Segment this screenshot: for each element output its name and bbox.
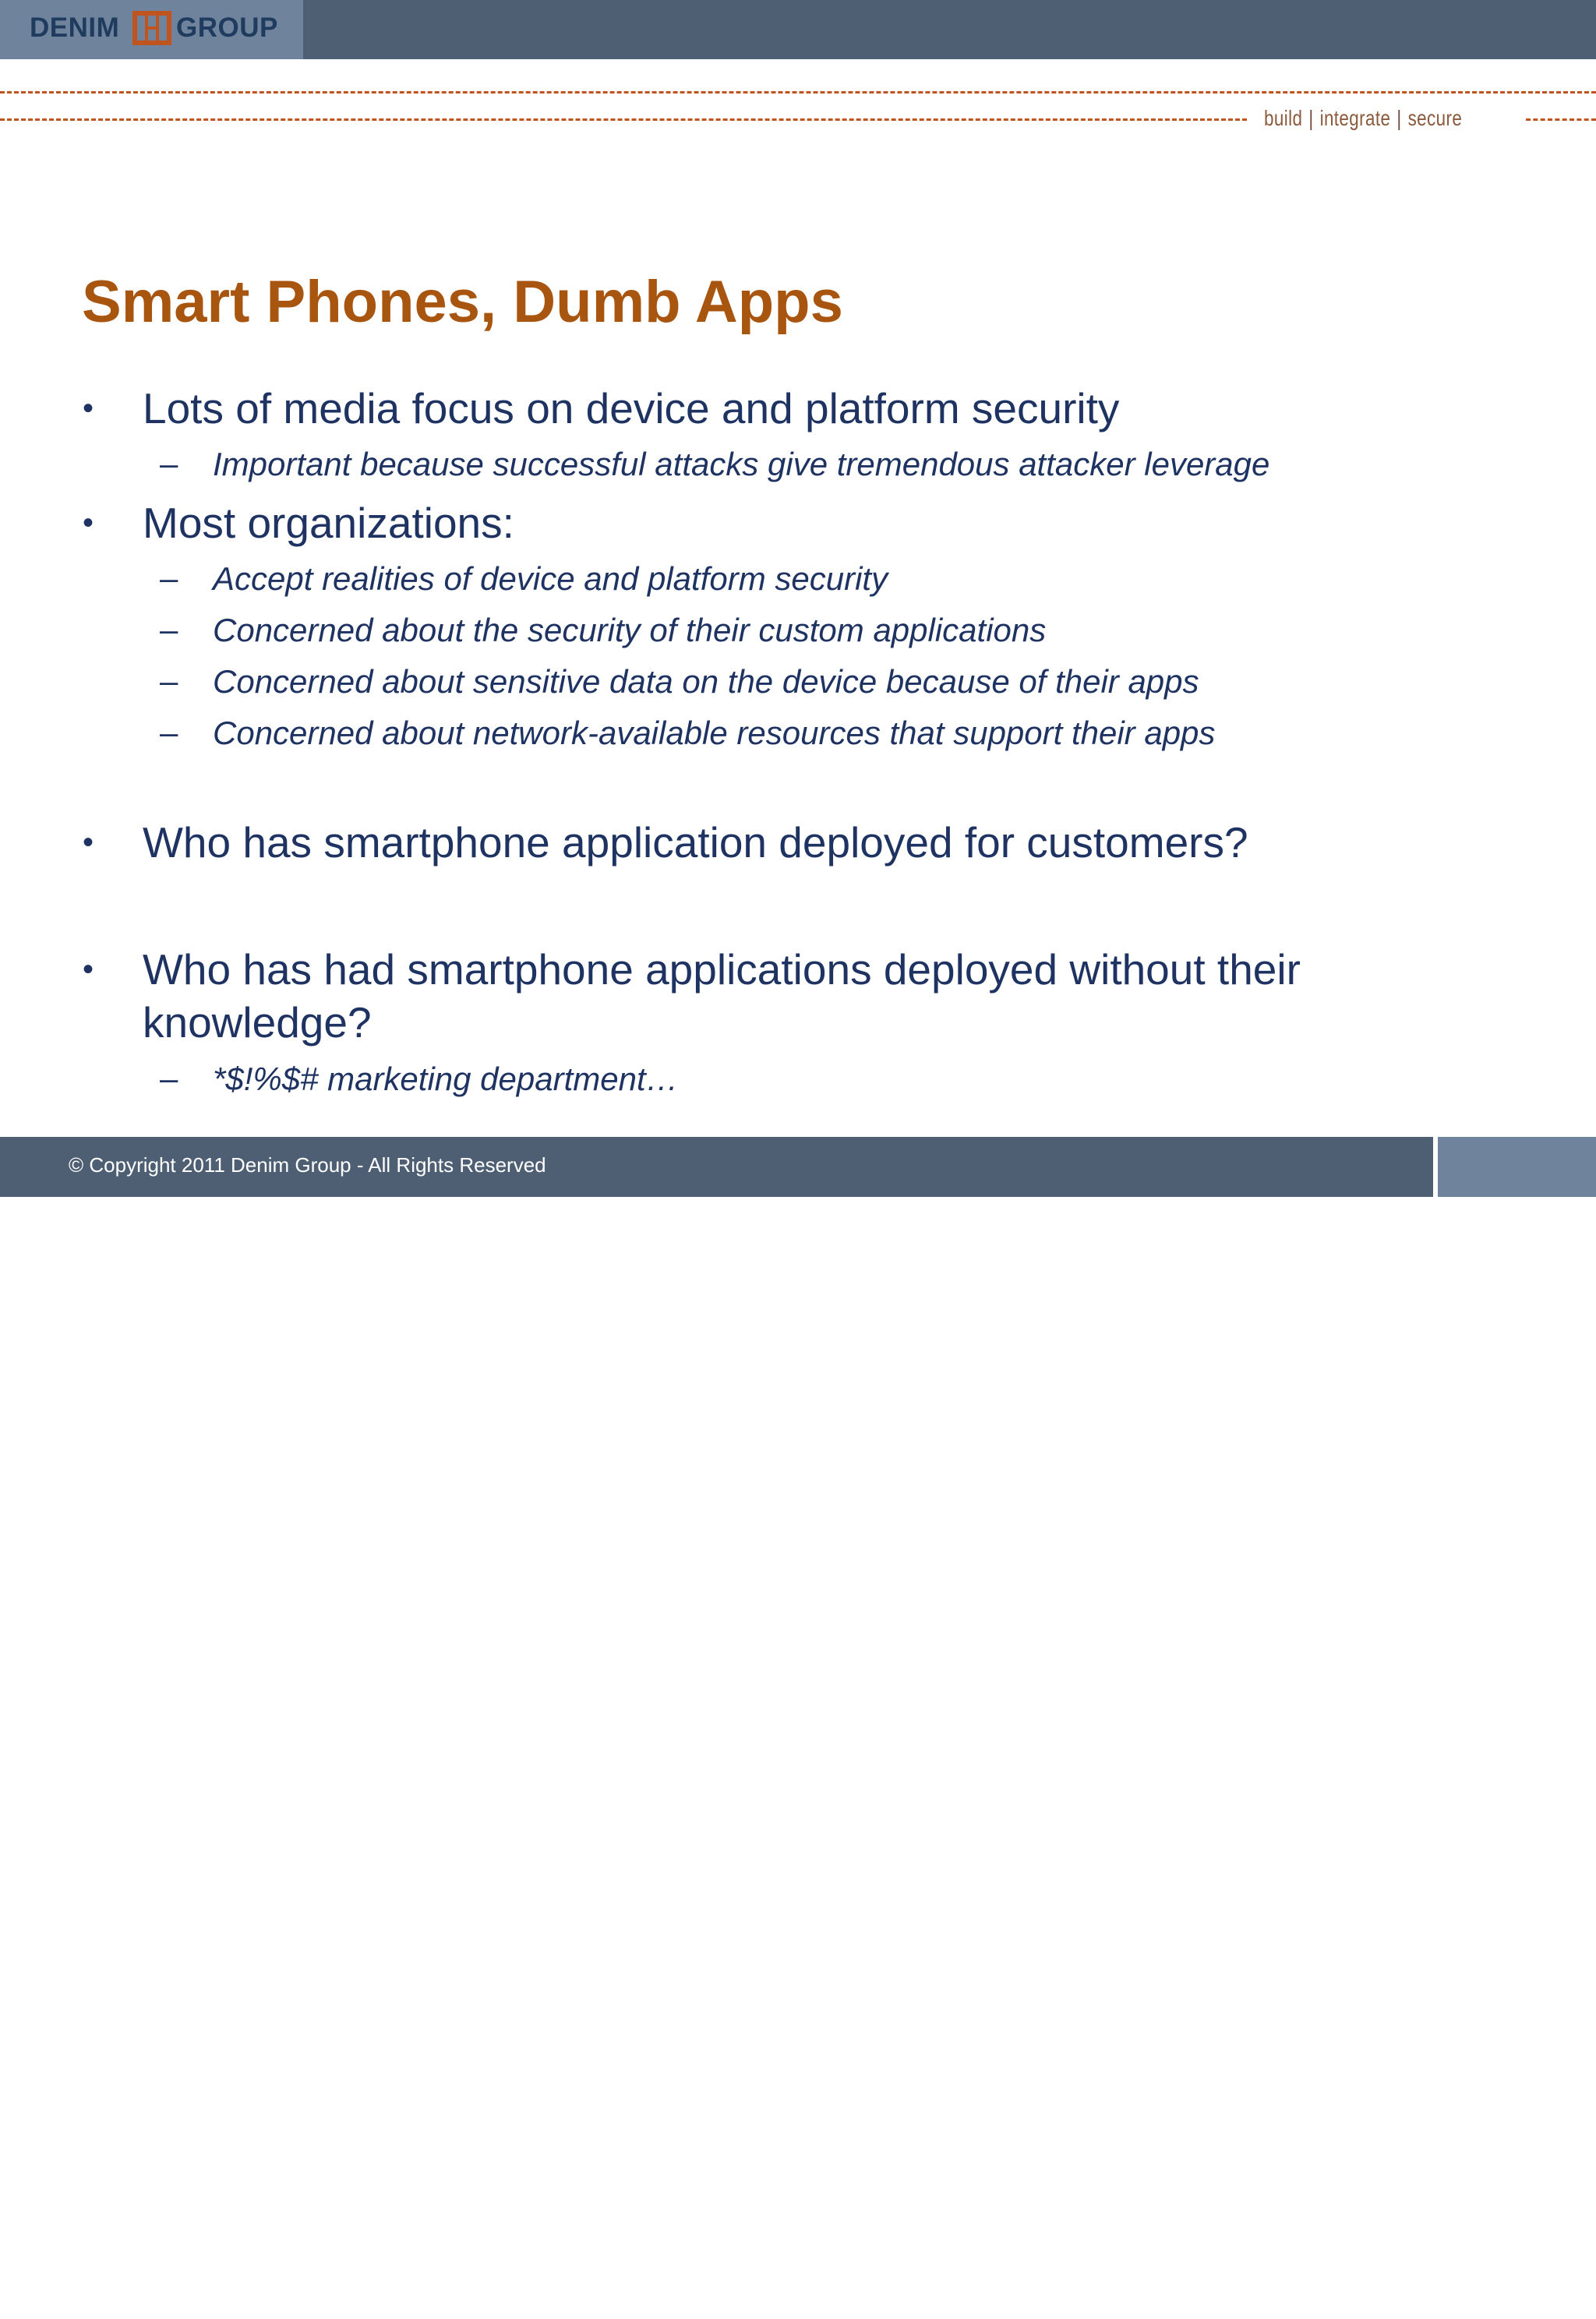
- bullet-icon: •: [83, 825, 94, 859]
- bullet-item: Who has had smartphone applications deployed without their: [143, 945, 1301, 994]
- bullet-icon: •: [83, 391, 94, 425]
- sub-bullet-item: Concerned about network-available resources that support their apps: [213, 715, 1216, 751]
- dash-icon: –: [160, 559, 178, 596]
- sub-bullet-item: Concerned about the security of their custom applications: [213, 612, 1047, 648]
- dash-icon: –: [160, 662, 178, 699]
- dash-icon: –: [160, 611, 178, 648]
- tagline-separator: |: [1308, 106, 1314, 130]
- page-number: 4: [1565, 2290, 1579, 2318]
- sub-bullet-item: *$!%$# marketing department…: [213, 1061, 679, 1097]
- tagline-integrate: integrate: [1319, 106, 1391, 130]
- bullet-item-continuation: knowledge?: [143, 998, 372, 1047]
- tagline-build: build: [1264, 106, 1303, 130]
- tagline-secure: secure: [1407, 106, 1463, 130]
- decorative-dash-line: [0, 91, 1596, 94]
- logo: [0, 0, 303, 59]
- logo-text-left: DENIM: [30, 12, 120, 43]
- sub-bullet-item: Concerned about sensitive data on the device because of their apps: [213, 663, 1199, 700]
- logo-text-right: GROUP: [176, 12, 278, 43]
- copyright-text: © Copyright 2011 Denim Group - All Rights Reserved: [69, 1153, 546, 1177]
- dash-icon: –: [160, 445, 178, 482]
- sub-bullet-item: Accept realities of device and platform security: [213, 560, 888, 597]
- slide-title: Smart Phones, Dumb Apps: [82, 269, 843, 335]
- decorative-dash-line: [1526, 118, 1596, 121]
- bullet-item: Lots of media focus on device and platform security: [143, 384, 1120, 432]
- page-number-box: [1438, 1137, 1596, 2318]
- bullet-item: Who has smartphone application deployed for customers?: [143, 818, 1248, 867]
- decorative-dash-line: [0, 118, 1247, 121]
- bullet-icon: •: [83, 506, 94, 540]
- tagline: [1264, 106, 1462, 131]
- bullet-icon: •: [83, 952, 94, 987]
- sub-bullet-item: Important because successful attacks give tremendous attacker leverage: [213, 446, 1270, 482]
- bullet-item: Most organizations:: [143, 499, 514, 547]
- dash-icon: –: [160, 714, 178, 750]
- logo-mark-icon: [132, 11, 171, 45]
- dash-icon: –: [160, 1060, 178, 1096]
- tagline-separator: |: [1396, 106, 1402, 130]
